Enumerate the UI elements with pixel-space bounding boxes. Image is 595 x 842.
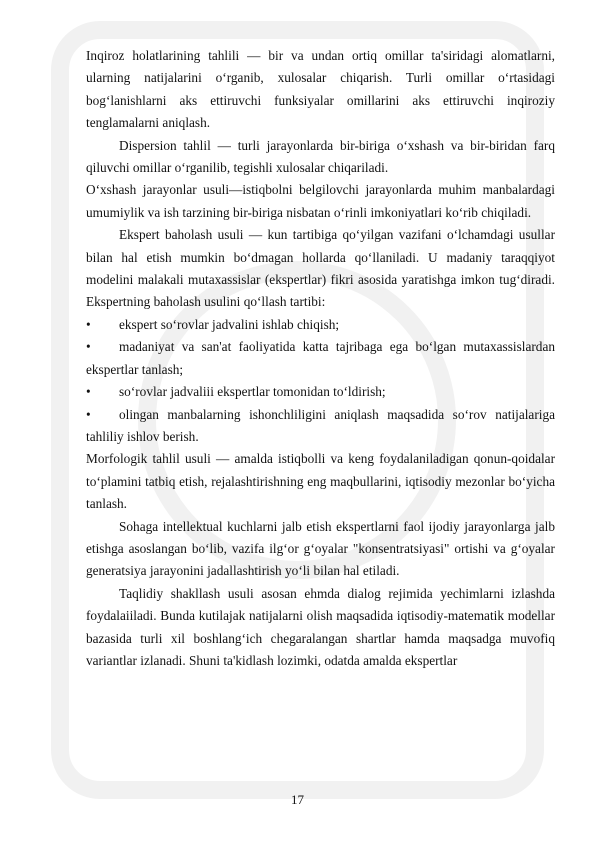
bullet-icon: •: [86, 406, 91, 422]
list-item: [86, 314, 555, 336]
list-item: [86, 404, 555, 449]
paragraph-dispersion-analysis: Dispersion tahlil — turli jarayonlarda bir-biriga o‘xshash va bir-biridan farq qiluvchi omillar o‘rganilib, tegishli xulosalar chiqariladi.: [86, 137, 555, 176]
document-body: [86, 45, 555, 672]
paragraph-intellectual-forces: Sohaga intellektual kuchlarni jalb etish ekspertlarni faol ijodiy jarayonlarga jalb etishga asoslangan bo‘lib, vazifa ilg‘or g‘oyalar "konsentratsiyasi" ortishi va g‘oyalar generatsiya jarayonini jadallashtirish yo‘li bilan hal etiladi.: [86, 518, 555, 579]
list-item: [86, 381, 555, 403]
list-item-text: so‘rovlar jadvaliii ekspertlar tomonidan to‘ldirish;: [119, 384, 386, 400]
list-item: [86, 336, 555, 381]
paragraph-simulation-modeling: Taqlidiy shakllash usuli asosan ehmda dialog rejimida yechimlarni izlashda foydalaiiladi. Bunda kutilajak natijalarni olish maqsadida iqtisodiy-matematik modellar bazasida turli xil boshlang‘ich chegaralangan shartlar hamda maqsadga muvofiq variantlar izlanadi. Shuni ta'kidlash lozimki, odatda amalda ekspertlar: [86, 585, 555, 668]
bullet-icon: •: [86, 316, 91, 332]
paragraph-expert-evaluation: Ekspert baholash usuli — kun tartibiga qo‘yilgan vazifani o‘lchamdagi usullar bilan hal etish mumkin bo‘dmagan hollarda qo‘llaniladi. U madaniy taraqqiyot modelini malakali mutaxassislar (ekspertlar) fikri asosida yaratishga imkon tug‘diradi. Ekspertning baholash usulini qo‘llash tartibi:: [86, 227, 555, 310]
bullet-icon: •: [86, 384, 91, 400]
paragraph-morphological-analysis: Morfologik tahlil usuli — amalda istiqbolli va keng foydalaniladigan qonun-qoidalar to‘plamini tatbiq etish, rejalashtirishning eng maqbullarini, iqtisodiy mezonlar bo‘yicha tanlash.: [86, 451, 555, 512]
paragraph-crisis-analysis: Inqiroz holatlarining tahlili — bir va undan ortiq omillar ta'siridagi alomatlarni, ularning natijalarini o‘rganib, xulosalar chiqarish. Turli omillar o‘rtasidagi bog‘lanishlarni aks ettiruvchi funksiyalar omillarini aks ettiruvchi inqiroziy tenglamalarni aniqlash.: [86, 48, 555, 131]
list-item-text: olingan manbalarning ishonchliligini aniqlash maqsadida so‘rov natijalariga tahliliy ishlov berish.: [86, 406, 555, 444]
paragraph-similar-processes: O‘xshash jarayonlar usuli—istiqbolni belgilovchi jarayonlarda muhim manbalardagi umumiylik va ish tarzining bir-biriga nisbatan o‘rinli imkoniyatlari ko‘rib chiqiladi.: [86, 182, 555, 220]
list-item-text: ekspert so‘rovlar jadvalini ishlab chiqish;: [119, 316, 340, 332]
bullet-icon: •: [86, 339, 91, 355]
page-number: 17: [291, 792, 304, 807]
list-item-text: madaniyat va san'at faoliyatida katta tajribaga ega bo‘lgan mutaxassislardan ekspertlar tanlash;: [86, 339, 555, 377]
